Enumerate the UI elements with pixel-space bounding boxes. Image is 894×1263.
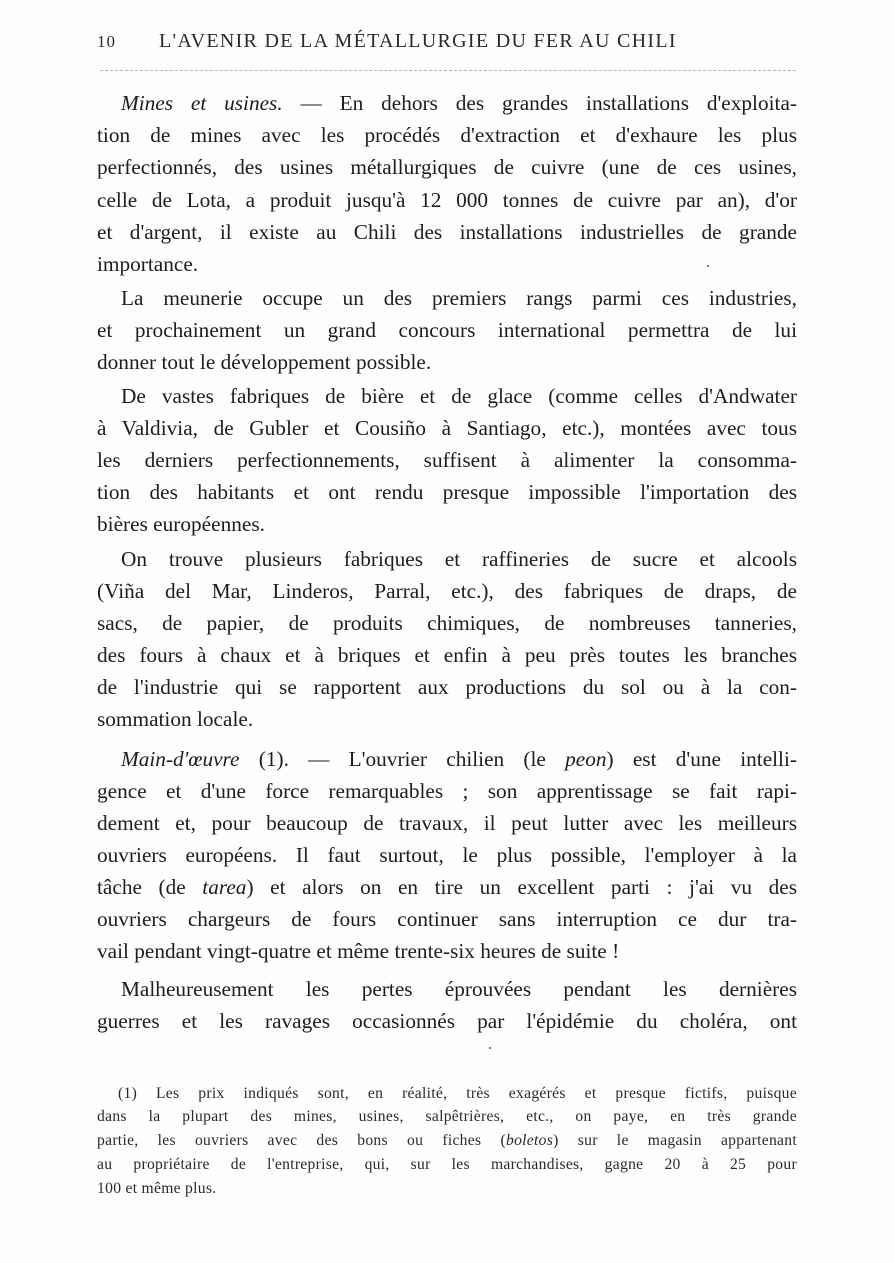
paragraph-mines-line-4: celle de Lota, a produit jusqu'à 12 000 tonnes de cuivre par an), d'or — [97, 188, 797, 212]
paragraph-fabriques-line-6: sommation locale. — [97, 707, 254, 731]
page-header — [97, 30, 797, 60]
paragraph-mines-line-1: Mines et usines. — En dehors des grandes installations d'exploita- — [121, 91, 797, 115]
header-rule — [100, 70, 796, 71]
paragraph-meunerie-line-3: donner tout le développement possible. — [97, 350, 432, 374]
paragraph-meunerie-line-2: et prochainement un grand concours international permettra de lui — [97, 318, 797, 342]
paragraph-biere-line-1: De vastes fabriques de bière et de glace (comme celles d'Andwater — [121, 384, 797, 408]
footnote-marker: (1) — [118, 1085, 138, 1102]
paragraph-mines-line-2: tion de mines avec les procédés d'extraction et d'exhaure les plus — [97, 123, 797, 147]
paragraph-biere-line-2: à Valdivia, de Gubler et Cousiño à Santiago, etc.), montées avec tous — [97, 416, 797, 440]
italic-term-tarea: tarea — [202, 875, 247, 899]
paragraph-malheureusement-line-2: guerres et les ravages occasionnés par l'épidémie du choléra, ont — [97, 1009, 797, 1033]
paragraph-mines-line-3: perfectionnés, des usines métallurgiques de cuivre (une de ces usines, — [97, 155, 797, 179]
footnote-line-3: partie, les ouvriers avec des bons ou fiches (boletos) sur le magasin appartenant — [97, 1132, 797, 1149]
scan-speck — [489, 1047, 491, 1049]
paragraph-fabriques-line-5: de l'industrie qui se rapportent aux productions du sol ou à la con- — [97, 675, 797, 699]
italic-term-boletos: boletos — [505, 1132, 554, 1149]
footnote-line-1: (1) Les prix indiqués sont, en réalité, très exagérés et presque fictifs, puisque — [118, 1085, 797, 1102]
paragraph-biere-line-5: bières européennes. — [97, 512, 265, 536]
paragraph-mines-line-6: importance. — [97, 252, 199, 276]
paragraph-main-doeuvre-line-5: tâche (de tarea) et alors on en tire un excellent parti : j'ai vu des — [97, 875, 798, 899]
paragraph-malheureusement-line-1: Malheureusement les pertes éprouvées pendant les dernières — [121, 977, 797, 1001]
paragraph-fabriques-line-1: On trouve plusieurs fabriques et raffineries de sucre et alcools — [121, 547, 797, 571]
paragraph-main-doeuvre-line-4: ouvriers européens. Il faut surtout, le plus possible, l'employer à la — [97, 843, 797, 867]
scan-speck — [707, 265, 709, 267]
paragraph-biere-line-4: tion des habitants et ont rendu presque impossible l'importation des — [97, 480, 797, 504]
paragraph-mines-line-5: et d'argent, il existe au Chili des installations industrielles de grande — [97, 220, 797, 244]
section-heading-mines-et-usines: Mines et usines. — [121, 91, 283, 115]
paragraph-main-doeuvre-line-2: gence et d'une force remarquables ; son apprentissage se fait rapi- — [97, 779, 797, 803]
section-heading-main-doeuvre: Main-d'œuvre — [121, 747, 240, 771]
paragraph-main-doeuvre-line-3: dement et, pour beaucoup de travaux, il peut lutter avec les meilleurs — [97, 811, 797, 835]
paragraph-meunerie-line-1: La meunerie occupe un des premiers rangs parmi ces industries, — [121, 286, 797, 310]
paragraph-main-doeuvre-line-7: vail pendant vingt-quatre et même trente-six heures de suite ! — [97, 939, 620, 963]
paragraph-fabriques-line-3: sacs, de papier, de produits chimiques, de nombreuses tanneries, — [97, 611, 797, 635]
italic-term-peon: peon — [565, 747, 607, 771]
paragraph-main-doeuvre-line-6: ouvriers chargeurs de fours continuer sans interruption ce dur tra- — [97, 907, 797, 931]
page-number: 10 — [97, 32, 116, 51]
footnote-line-4: au propriétaire de l'entreprise, qui, sur les marchandises, gagne 20 à 25 pour — [97, 1156, 797, 1173]
paragraph-fabriques-line-4: des fours à chaux et à briques et enfin à peu près toutes les branches — [97, 643, 797, 667]
paragraph-biere-line-3: les derniers perfectionnements, suffisent à alimenter la consomma- — [97, 448, 797, 472]
running-title: L'AVENIR DE LA MÉTALLURGIE DU FER AU CHILI — [159, 30, 677, 52]
paragraph-fabriques-line-2: (Viña del Mar, Linderos, Parral, etc.), des fabriques de draps, de — [97, 579, 797, 603]
footnote-line-5: 100 et même plus. — [97, 1180, 217, 1197]
paragraph-main-doeuvre-line-1: Main-d'œuvre (1). — L'ouvrier chilien (le peon) est d'une intelli- — [121, 747, 797, 771]
footnote-line-2: dans la plupart des mines, usines, salpêtrières, etc., on paye, en très grande — [97, 1108, 797, 1125]
